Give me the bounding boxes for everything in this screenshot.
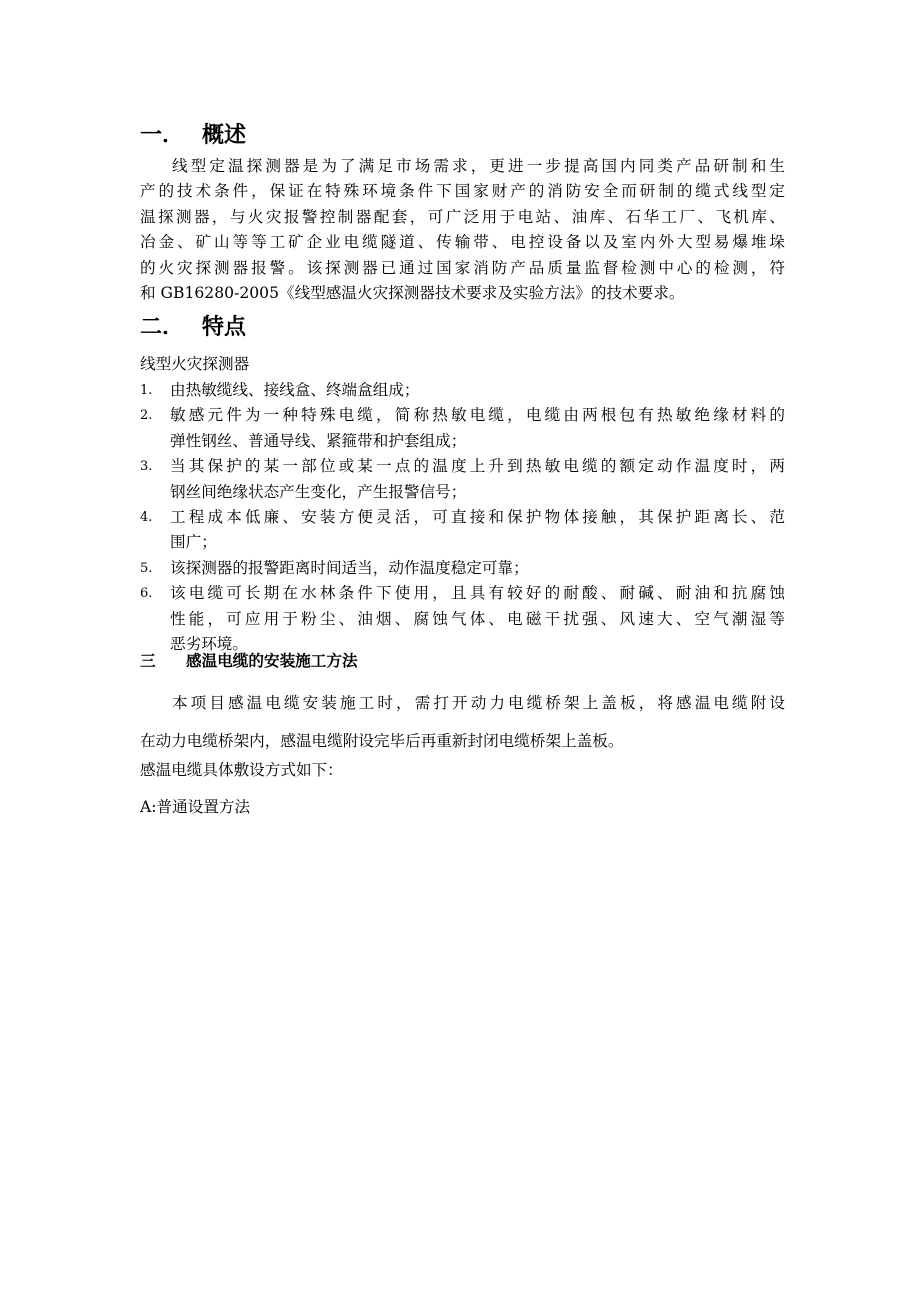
- section-2-heading: [140, 315, 246, 341]
- list-item-line: 弹性钢丝、普通导线、紧箍带和护套组成；: [170, 431, 467, 450]
- section-2-number: 二．: [140, 315, 185, 340]
- installation-line: 在动力电缆桥架内，感温电缆附设完毕后再重新封闭电缆桥架上盖板。: [140, 732, 624, 750]
- section-1-number: 一．: [140, 123, 185, 148]
- installation-line: 本项目感温电缆安装施工时，需打开动力电缆桥架上盖板，将感温电缆附设: [172, 694, 785, 712]
- list-item-line: 性能，可应用于粉尘、油烟、腐蚀气体、电磁干扰强、风速大、空气潮湿等: [170, 609, 785, 628]
- list-item-line: 敏感元件为一种特殊电缆，简称热敏电缆，电缆由两根包有热敏绝缘材料的: [170, 406, 785, 425]
- list-item-number: 6.: [140, 586, 153, 602]
- overview-line: 产的技术条件，保证在特殊环境条件下国家财产的消防安全而研制的缆式线型定: [140, 182, 785, 201]
- list-item-line: 恶劣环境。: [170, 635, 248, 654]
- overview-line: 线型定温探测器是为了满足市场需求，更进一步提高国内同类产品研制和生: [172, 157, 785, 175]
- method-intro: 感温电缆具体敷设方式如下：: [140, 761, 343, 779]
- list-item-line: 该电缆可长期在水林条件下使用，且具有较好的耐酸、耐碱、耐油和抗腐蚀: [170, 584, 785, 603]
- section-3-title: 感温电缆的安装施工方法: [186, 652, 358, 670]
- list-item-line: 该探测器的报警距离时间适当，动作温度稳定可靠；: [170, 558, 529, 577]
- list-item: [140, 378, 785, 403]
- section-3-heading: [140, 650, 358, 672]
- list-item: [140, 454, 785, 505]
- list-item-number: 5.: [140, 560, 153, 576]
- list-item: [140, 403, 785, 454]
- overview-line: 的火灾探测器报警。该探测器已通过国家消防产品质量监督检测中心的检测，符: [140, 258, 785, 277]
- section-1-heading: [140, 123, 246, 149]
- installation-paragraph: [140, 684, 785, 760]
- list-item-number: 1.: [140, 383, 153, 398]
- section-3-number: 三: [140, 652, 156, 670]
- list-item-number: 3.: [140, 459, 153, 475]
- list-item-line: 工程成本低廉、安装方便灵活，可直接和保护物体接触，其保护距离长、范: [170, 508, 785, 527]
- overview-line: 温探测器，与火灾报警控制器配套，可广泛用于电站、油库、石华工厂、飞机库、: [140, 207, 785, 226]
- section-2-title: 特点: [202, 315, 247, 340]
- features-intro: 线型火灾探测器: [140, 355, 250, 373]
- list-item-number: 4.: [140, 510, 153, 526]
- list-item-line: 当其保护的某一部位或某一点的温度上升到热敏电缆的额定动作温度时，两: [170, 457, 785, 476]
- list-item-line: 钢丝间绝缘状态产生变化，产生报警信号；: [170, 482, 467, 501]
- list-item: [140, 556, 785, 581]
- overview-line: 冶金、矿山等等工矿企业电缆隧道、传输带、电控设备以及室内外大型易爆堆垛: [140, 233, 785, 252]
- section-1-title: 概述: [202, 123, 247, 148]
- overview-paragraph: [140, 154, 785, 306]
- list-item-number: 2.: [140, 408, 153, 424]
- overview-line: 和 GB16280-2005《线型感温火灾探测器技术要求及实验方法》的技术要求。: [140, 284, 685, 303]
- list-item-line: 由热敏缆线、接线盒、终端盒组成；: [170, 381, 420, 399]
- list-item: [140, 581, 785, 657]
- features-list: [140, 378, 785, 657]
- list-item: [140, 505, 785, 556]
- method-a: A:普通设置方法: [140, 798, 251, 816]
- list-item-line: 围广；: [170, 533, 217, 552]
